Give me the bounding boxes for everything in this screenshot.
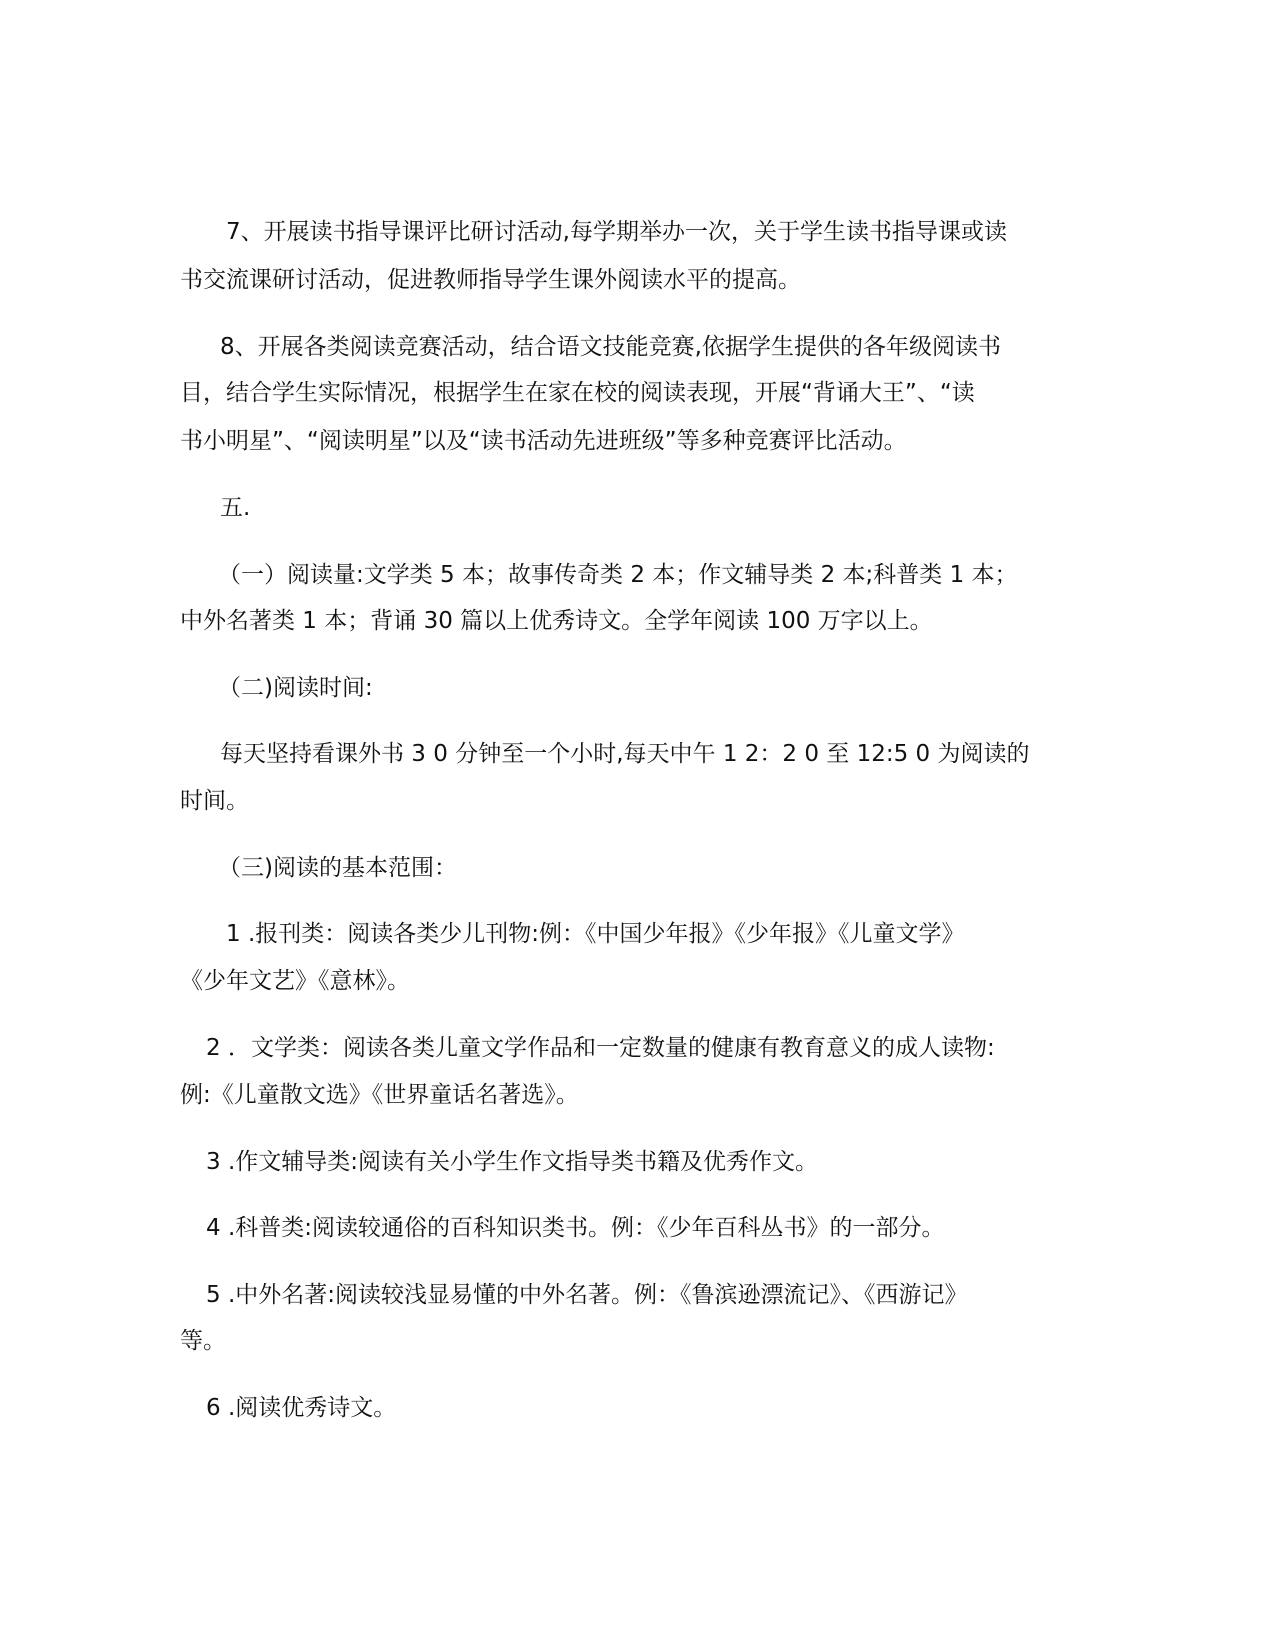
text-line: 中外名著类 1 本；背诵 30 篇以上优秀诗文。全学年阅读 100 万字以上。 bbox=[180, 608, 933, 634]
text-line: （一）阅读量:文学类 5 本；故事传奇类 2 本；作文辅导类 2 本;科普类 1 本； bbox=[218, 562, 1018, 588]
text-line: 目，结合学生实际情况，根据学生在家在校的阅读表现，开展“背诵大王”、“读 bbox=[180, 380, 975, 406]
text-line: 8、开展各类阅读竞赛活动，结合语文技能竞赛,依据学生提供的各年级阅读书 bbox=[220, 334, 1001, 360]
text-line: （二)阅读时间: bbox=[218, 675, 373, 701]
list-item: 6 .阅读优秀诗文。 bbox=[206, 1395, 397, 1421]
list-item: 3 .作文辅导类:阅读有关小学生作文指导类书籍及优秀作文。 bbox=[206, 1149, 819, 1175]
list-item: 4 .科普类:阅读较通俗的百科知识类书。例：《少年百科丛书》的一部分。 bbox=[206, 1215, 945, 1241]
list-item: 1 .报刊类：阅读各类少儿刊物:例：《中国少年报》《少年报》《儿童文学》 bbox=[226, 921, 965, 947]
text-line: （三)阅读的基本范围： bbox=[218, 855, 457, 881]
text-line: 每天坚持看课外书 3 0 分钟至一个小时,每天中午 1 2：2 0 至 12:5 0 为阅读的 bbox=[220, 741, 1030, 767]
list-item-continuation: 《少年文艺》《意林》。 bbox=[180, 968, 410, 994]
text-line: 时间。 bbox=[180, 788, 249, 814]
list-item: 2 ．文学类：阅读各类儿童文学作品和一定数量的健康有教育意义的成人读物: bbox=[206, 1035, 995, 1061]
list-item-continuation: 等。 bbox=[180, 1328, 226, 1354]
text-line: 书交流课研讨活动，促进教师指导学生课外阅读水平的提高。 bbox=[180, 267, 801, 293]
section-heading: 五. bbox=[220, 495, 251, 521]
text-line: 7、开展读书指导课评比研讨活动,每学期举办一次，关于学生读书指导课或读 bbox=[226, 219, 1007, 245]
text-line: 书小明星”、“阅读明星”以及“读书活动先进班级”等多种竞赛评比活动。 bbox=[180, 428, 907, 454]
list-item-continuation: 例:《儿童散文选》《世界童话名著选》。 bbox=[180, 1082, 579, 1108]
list-item: 5 .中外名著:阅读较浅显易懂的中外名著。例：《鲁滨逊漂流记》、《西游记》 bbox=[206, 1282, 968, 1308]
